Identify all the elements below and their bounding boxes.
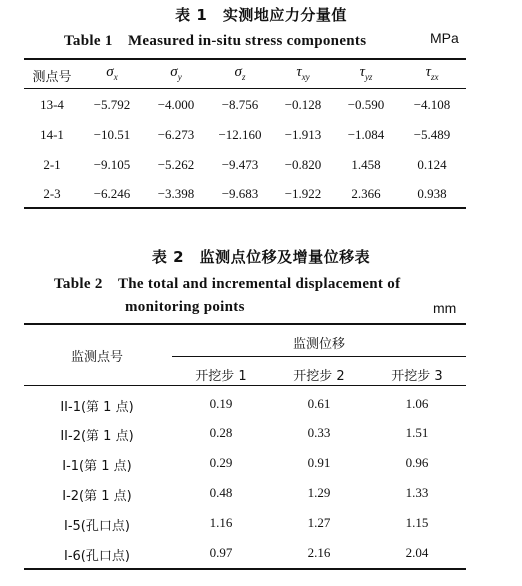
- table1-cell: 1.458: [351, 157, 381, 172]
- table2-header-group: 监测位移: [292, 337, 345, 352]
- table2-row-id: I-1(第 1 点): [62, 459, 132, 474]
- table2-cn-title: 表 2 监测点位移及增量位移表: [151, 248, 371, 266]
- table1-row-id: 13-4: [40, 97, 64, 112]
- table1-en-title: Table 1 Measured in-situ stress components: [64, 33, 367, 49]
- table2-cell: 0.48: [209, 485, 233, 500]
- table1-cell: −5.489: [413, 127, 451, 142]
- table1-header-subscript: z: [241, 72, 246, 82]
- table1-header-subscript: x: [113, 72, 118, 82]
- table2-row-id: II-1(第 1 点): [60, 400, 134, 415]
- table2-bottom-rule: [24, 568, 466, 570]
- table1-row-id: 14-1: [40, 127, 64, 142]
- table1-header-col: [398, 64, 466, 82]
- table1-cell: −3.398: [157, 186, 195, 201]
- table1-row-id: 2-3: [43, 186, 61, 201]
- table1-row-id: 2-1: [43, 157, 61, 172]
- table1-cell: −9.473: [221, 157, 259, 172]
- table2-cell: 1.16: [209, 515, 233, 530]
- table1-cell: −0.128: [284, 97, 322, 112]
- table1-cell: −0.820: [284, 157, 322, 172]
- table2-cell: 0.96: [405, 455, 429, 470]
- table2-step-header: 开挖步 3: [391, 369, 443, 384]
- table2-cell: 1.06: [405, 396, 429, 411]
- table2-cell: 1.51: [405, 425, 429, 440]
- table1-header-symbol: τ: [359, 64, 365, 80]
- table1-cell: −5.792: [93, 97, 131, 112]
- table1-header-subscript: y: [177, 72, 182, 82]
- table2-cell: 0.33: [307, 425, 331, 440]
- table2-cell: 1.27: [307, 515, 331, 530]
- table1-cell: −8.756: [221, 97, 259, 112]
- table2-step-header: 开挖步 2: [293, 369, 345, 384]
- table1-cell: −9.683: [221, 186, 259, 201]
- table2-cell: 1.33: [405, 485, 429, 500]
- table2-row-id: I-6(孔口点): [64, 549, 130, 564]
- table1-header-symbol: σ: [106, 64, 114, 80]
- table1-unit: MPa: [430, 30, 459, 46]
- table2-cell: 1.29: [307, 485, 331, 500]
- table1-cell: −5.262: [157, 157, 195, 172]
- table1-cell: −4.000: [157, 97, 195, 112]
- table2-cell: 0.61: [307, 396, 331, 411]
- table2-row-id: II-2(第 1 点): [60, 429, 134, 444]
- table1-header-col: [208, 64, 272, 82]
- table1-header-symbol: τ: [425, 64, 431, 80]
- table1-header-symbol: σ: [234, 64, 242, 80]
- table1-cell: −6.246: [93, 186, 131, 201]
- table1-header-point: 测点号: [32, 70, 72, 85]
- table1-header-subscript: zx: [430, 72, 439, 82]
- table2-en-title-line2: monitoring points: [125, 299, 245, 315]
- table2-unit: mm: [433, 300, 457, 316]
- table2-header-point: 监测点号: [70, 350, 123, 365]
- table2-cell: 2.04: [405, 545, 429, 560]
- table1-cell: −9.105: [93, 157, 131, 172]
- table1-header-subscript: yz: [364, 72, 373, 82]
- table2-row-id: I-5(孔口点): [64, 519, 130, 534]
- table1-cell: −1.084: [347, 127, 385, 142]
- table1-cell: −6.273: [157, 127, 195, 142]
- table1-cell: −12.160: [218, 127, 262, 142]
- table1-header-col: [272, 64, 334, 82]
- table2-cell: 0.29: [209, 455, 233, 470]
- table1-top-rule: [24, 58, 466, 60]
- table2-top-rule: [24, 323, 466, 325]
- table2-cell: 2.16: [307, 545, 331, 560]
- table2-header-rule: [24, 385, 466, 386]
- table1-cell: 0.938: [417, 186, 447, 201]
- table1-header-rule: [24, 88, 466, 89]
- table2-cell: 0.19: [209, 396, 233, 411]
- table2-step-header: 开挖步 1: [195, 369, 247, 384]
- table1-header-symbol: τ: [296, 64, 302, 80]
- table2-row-id: I-2(第 1 点): [62, 489, 132, 504]
- table2-cell: 1.15: [405, 515, 429, 530]
- table2-cell: 0.28: [209, 425, 233, 440]
- table2-cell: 0.97: [209, 545, 233, 560]
- table1-cell: −0.590: [347, 97, 385, 112]
- table1-header-col: [334, 64, 398, 82]
- table1-cell: −1.913: [284, 127, 322, 142]
- table1-cn-title: 表 1 实测地应力分量值: [175, 6, 347, 24]
- table1-cell: 0.124: [417, 157, 447, 172]
- table1-header-subscript: xy: [301, 72, 310, 82]
- table1-header-col: [144, 64, 208, 82]
- table1-cell: −10.51: [93, 127, 131, 142]
- table1-header-col: [80, 64, 144, 82]
- table1-cell: −1.922: [284, 186, 322, 201]
- table2-group-rule: [172, 356, 466, 357]
- table2-en-title-line1: Table 2 The total and incremental displacement of: [54, 276, 401, 292]
- table2-cell: 0.91: [307, 455, 331, 470]
- table1-bottom-rule: [24, 207, 466, 209]
- table1-cell: 2.366: [351, 186, 381, 201]
- table1-header-symbol: σ: [170, 64, 178, 80]
- table1-cell: −4.108: [413, 97, 451, 112]
